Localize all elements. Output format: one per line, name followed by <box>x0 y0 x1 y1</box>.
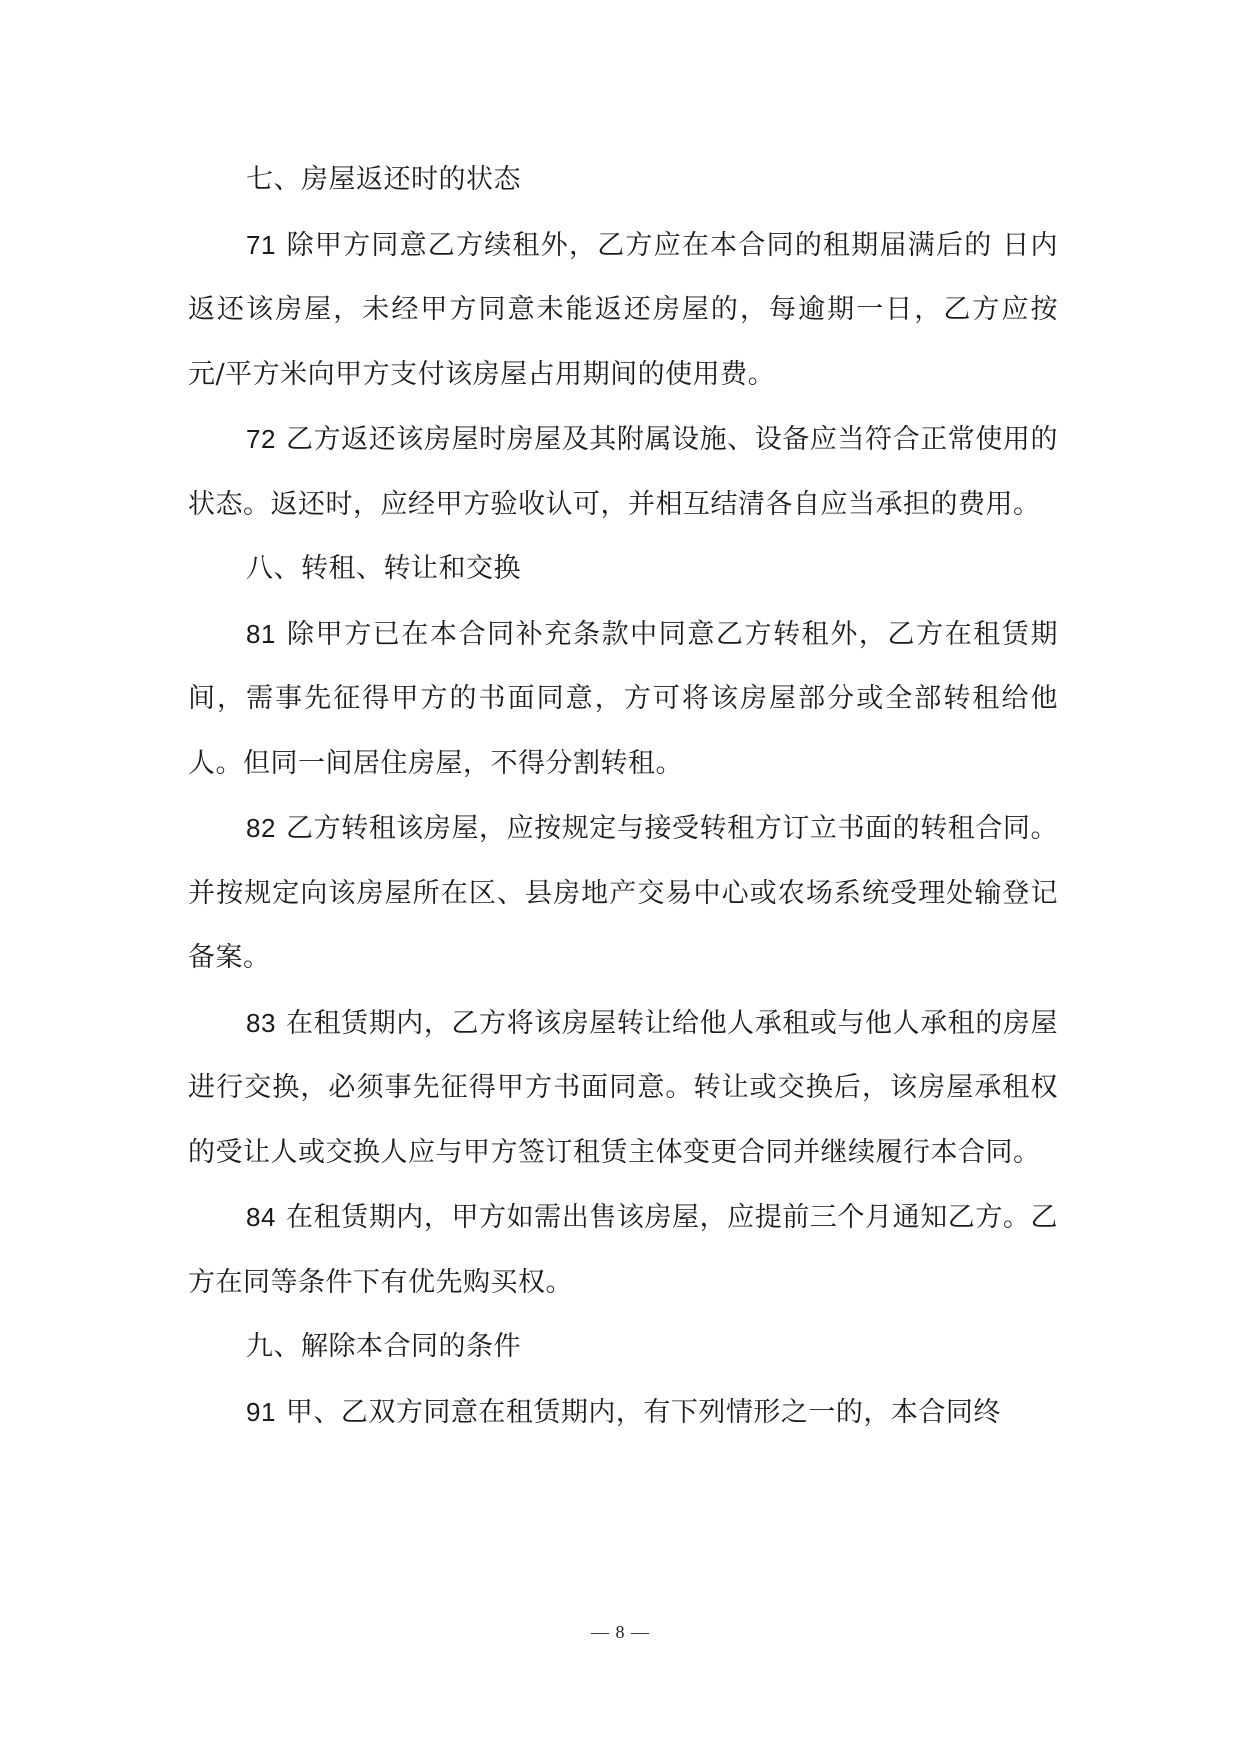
page-number: — 8 — <box>591 1622 650 1642</box>
clause-number: 72 <box>246 424 276 454</box>
clause-text: 乙方返还该房屋时房屋及其附属设施、设备应当符合正常使用的状态。返还时，应经甲方验收认可，并相互结清各自应当承担的费用。 <box>188 424 1058 520</box>
clause-84 <box>188 1185 1058 1315</box>
section-heading-9: 九、解除本合同的条件 <box>246 1331 521 1362</box>
document-body <box>188 148 1058 1445</box>
clause-81 <box>188 602 1058 797</box>
clause-text: 在租赁期内，乙方将该房屋转让给他人承租或与他人承租的房屋进行交换，必须事先征得甲方书面同意。转让或交换后，该房屋承租权的受让人或交换人应与甲方签订租赁主体变更合同并继续履行本合同。 <box>188 1007 1058 1168</box>
clause-number: 84 <box>246 1202 276 1232</box>
clause-number: 83 <box>246 1007 276 1038</box>
clause-number: 81 <box>246 618 276 649</box>
clause-72 <box>188 407 1058 537</box>
clause-text: 除甲方已在本合同补充条款中同意乙方转租外，乙方在租赁期间，需事先征得甲方的书面同意，方可将该房屋部分或全部转租给他人。但同一间居住房屋，不得分割转租。 <box>188 618 1058 779</box>
clause-number: 91 <box>246 1396 276 1427</box>
section-heading-7: 七、房屋返还时的状态 <box>246 164 521 195</box>
clause-82 <box>188 796 1058 991</box>
clause-text: 乙方转租该房屋，应按规定与接受转租方订立书面的转租合同。并按规定向该房屋所在区、县房地产交易中心或农场系统受理处输登记备案。 <box>188 813 1058 973</box>
clause-91 <box>188 1380 1058 1446</box>
clause-text: 除甲方同意乙方续租外，乙方应在本合同的租期届满后的 日内返还该房屋，未经甲方同意未能返还房屋的，每逾期一日，乙方应按 元/平方米向甲方支付该房屋占用期间的使用费。 <box>188 229 1058 390</box>
clause-number: 82 <box>246 813 276 843</box>
clause-71 <box>188 213 1058 408</box>
clause-83 <box>188 991 1058 1186</box>
clause-text: 在租赁期内，甲方如需出售该房屋，应提前三个月通知乙方。乙方在同等条件下有优先购买权。 <box>188 1202 1058 1298</box>
clause-number: 71 <box>246 229 276 260</box>
section-heading-8: 八、转租、转让和交换 <box>246 553 521 584</box>
clause-text: 甲、乙双方同意在租赁期内，有下列情形之一的，本合同终 <box>285 1396 1001 1428</box>
